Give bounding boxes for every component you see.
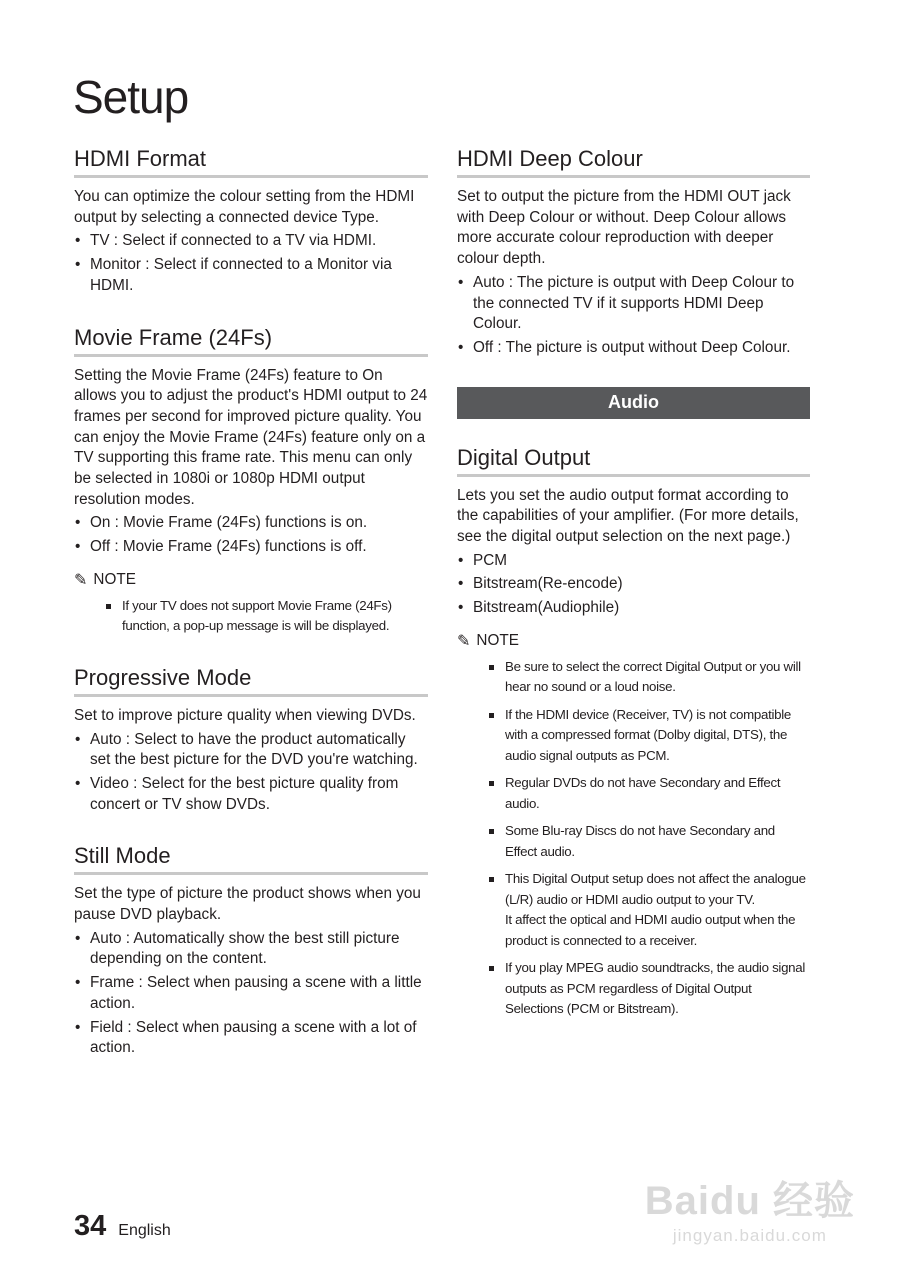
- option-desc: : Movie Frame (24Fs) functions is on.: [110, 514, 368, 532]
- section-progressive-mode: [74, 665, 428, 816]
- section-intro: Lets you set the audio output format according to the capabilities of your amplifier. (For more details, see the digital output selection on the next page.): [457, 486, 799, 546]
- option-desc: : Select to have the product automatically set the best picture for the DVD you're watching.: [90, 730, 418, 769]
- right-column: [457, 146, 810, 1048]
- section-intro: You can optimize the colour setting from the HDMI output by selecting a connected device Type.: [74, 188, 415, 226]
- list-item: [74, 513, 428, 534]
- note-header: [74, 570, 428, 590]
- note-list: [489, 657, 810, 1020]
- section-heading: HDMI Format: [74, 146, 428, 178]
- option-term: Frame: [90, 974, 135, 992]
- list-item: [457, 551, 810, 572]
- section-intro: Set to output the picture from the HDMI OUT jack with Deep Colour or without. Deep Colour allows more accurate colour reproduction with deeper colour depth.: [457, 188, 791, 268]
- section-heading: Movie Frame (24Fs): [74, 325, 428, 357]
- option-term: Off: [473, 338, 494, 356]
- list-item: [74, 537, 428, 558]
- list-item: [457, 598, 810, 619]
- list-item: [74, 1018, 428, 1059]
- pencil-icon: ✎: [457, 632, 471, 650]
- audio-section-banner: Audio: [457, 387, 810, 419]
- section-intro: Set to improve picture quality when viewing DVDs.: [74, 706, 416, 724]
- list-item: [74, 255, 428, 296]
- option-term: Off: [90, 538, 111, 556]
- pencil-icon: ✎: [74, 571, 88, 589]
- intro-term: On: [362, 366, 383, 384]
- list-item: [457, 338, 810, 359]
- option-term: Monitor: [90, 256, 142, 274]
- option-term: TV: [90, 232, 110, 250]
- intro-text: allows you to adjust the product's HDMI output to 24 frames per second for improved picture quality. You can enjoy the Movie Frame (24Fs) feature only on a TV supporting this frame rate. This menu can only be selected in 1080i or 1080p HDMI output resolution modes.: [74, 387, 428, 508]
- page-title: Setup: [73, 71, 189, 123]
- note-item: Regular DVDs do not have Secondary and Effect audio.: [489, 773, 810, 814]
- note-header: [457, 631, 810, 651]
- option-term: Field: [90, 1018, 124, 1036]
- watermark-url: jingyan.baidu.com: [672, 1226, 827, 1245]
- note-item: Be sure to select the correct Digital Output or you will hear no sound or a loud noise.: [489, 657, 810, 698]
- section-hdmi-format: [74, 146, 428, 297]
- note-label: NOTE: [476, 631, 519, 649]
- watermark: [645, 1169, 855, 1246]
- intro-text: Setting the Movie Frame (24Fs) feature to: [74, 366, 363, 384]
- option-term: On: [90, 514, 111, 532]
- note-text: It affect the optical and HDMI audio output when the product is connected to a receiver.: [505, 912, 796, 948]
- page-language: English: [118, 1222, 171, 1239]
- option-list: [74, 231, 428, 296]
- section-digital-output: [457, 445, 810, 1020]
- section-heading: Digital Output: [457, 445, 810, 477]
- option-term: Auto: [90, 929, 122, 947]
- section-hdmi-deep-colour: [457, 146, 810, 359]
- note-item: [489, 869, 810, 951]
- note-item: If you play MPEG audio soundtracks, the audio signal outputs as PCM regardless of Digital Output Selections (PCM or Bitstream).: [489, 958, 810, 1020]
- note-label: NOTE: [93, 570, 136, 588]
- section-heading: Progressive Mode: [74, 665, 428, 697]
- section-intro: Set the type of picture the product shows when you pause DVD playback.: [74, 885, 421, 924]
- option-list: [457, 551, 810, 619]
- option-desc: : Select when pausing a scene with a lot of action.: [90, 1018, 417, 1057]
- option-term: Bitstream(Re-encode): [473, 575, 623, 593]
- note-item: If your TV does not support Movie Frame (24Fs) function, a pop-up message is will be displayed.: [106, 596, 428, 637]
- option-desc: : The picture is output with Deep Colour to the connected TV if it supports HDMI Deep Colour.: [473, 273, 795, 333]
- note-item: Some Blu-ray Discs do not have Secondary and Effect audio.: [489, 821, 810, 862]
- section-heading: Still Mode: [74, 843, 428, 875]
- option-desc: : Automatically show the best still picture depending on the content.: [90, 929, 400, 968]
- option-desc: : Select if connected to a TV via HDMI.: [109, 232, 377, 250]
- option-term: PCM: [473, 551, 507, 569]
- list-item: [74, 973, 428, 1014]
- page-footer: [74, 1210, 171, 1243]
- note-text: This Digital Output setup does not affect the analogue (L/R) audio or HDMI audio output to your TV.: [505, 871, 806, 907]
- watermark-logo: Baidu 经验: [644, 1179, 855, 1223]
- list-item: [457, 273, 810, 335]
- list-item: [74, 774, 428, 815]
- left-column: [74, 146, 428, 1087]
- option-term: Auto: [90, 730, 122, 748]
- page-number: 34: [74, 1210, 107, 1242]
- list-item: [74, 231, 428, 252]
- section-still-mode: [74, 843, 428, 1059]
- note-box: [74, 570, 428, 637]
- note-item: If the HDMI device (Receiver, TV) is not compatible with a compressed format (Dolby digital, DTS), the audio signal outputs as PCM.: [489, 705, 810, 767]
- option-desc: : Movie Frame (24Fs) functions is off.: [110, 538, 367, 556]
- option-desc: : Select when pausing a scene with a little action.: [90, 974, 422, 1012]
- section-heading: HDMI Deep Colour: [457, 146, 810, 178]
- note-list: [106, 596, 428, 637]
- section-intro: [74, 366, 428, 511]
- list-item: [457, 574, 810, 595]
- option-term: Auto: [473, 273, 505, 291]
- option-desc: : The picture is output without Deep Colour.: [493, 338, 791, 356]
- option-list: [457, 273, 810, 359]
- option-list: [74, 730, 428, 816]
- list-item: [74, 730, 428, 771]
- option-list: [74, 513, 428, 557]
- list-item: [74, 929, 428, 970]
- option-term: Bitstream(Audiophile): [473, 599, 620, 617]
- option-list: [74, 929, 428, 1059]
- option-term: Video: [90, 774, 129, 792]
- option-desc: : Select if connected to a Monitor via HDMI.: [90, 256, 392, 294]
- section-movie-frame: [74, 325, 428, 637]
- note-box: [457, 631, 810, 1020]
- option-desc: : Select for the best picture quality from concert or TV show DVDs.: [90, 774, 399, 813]
